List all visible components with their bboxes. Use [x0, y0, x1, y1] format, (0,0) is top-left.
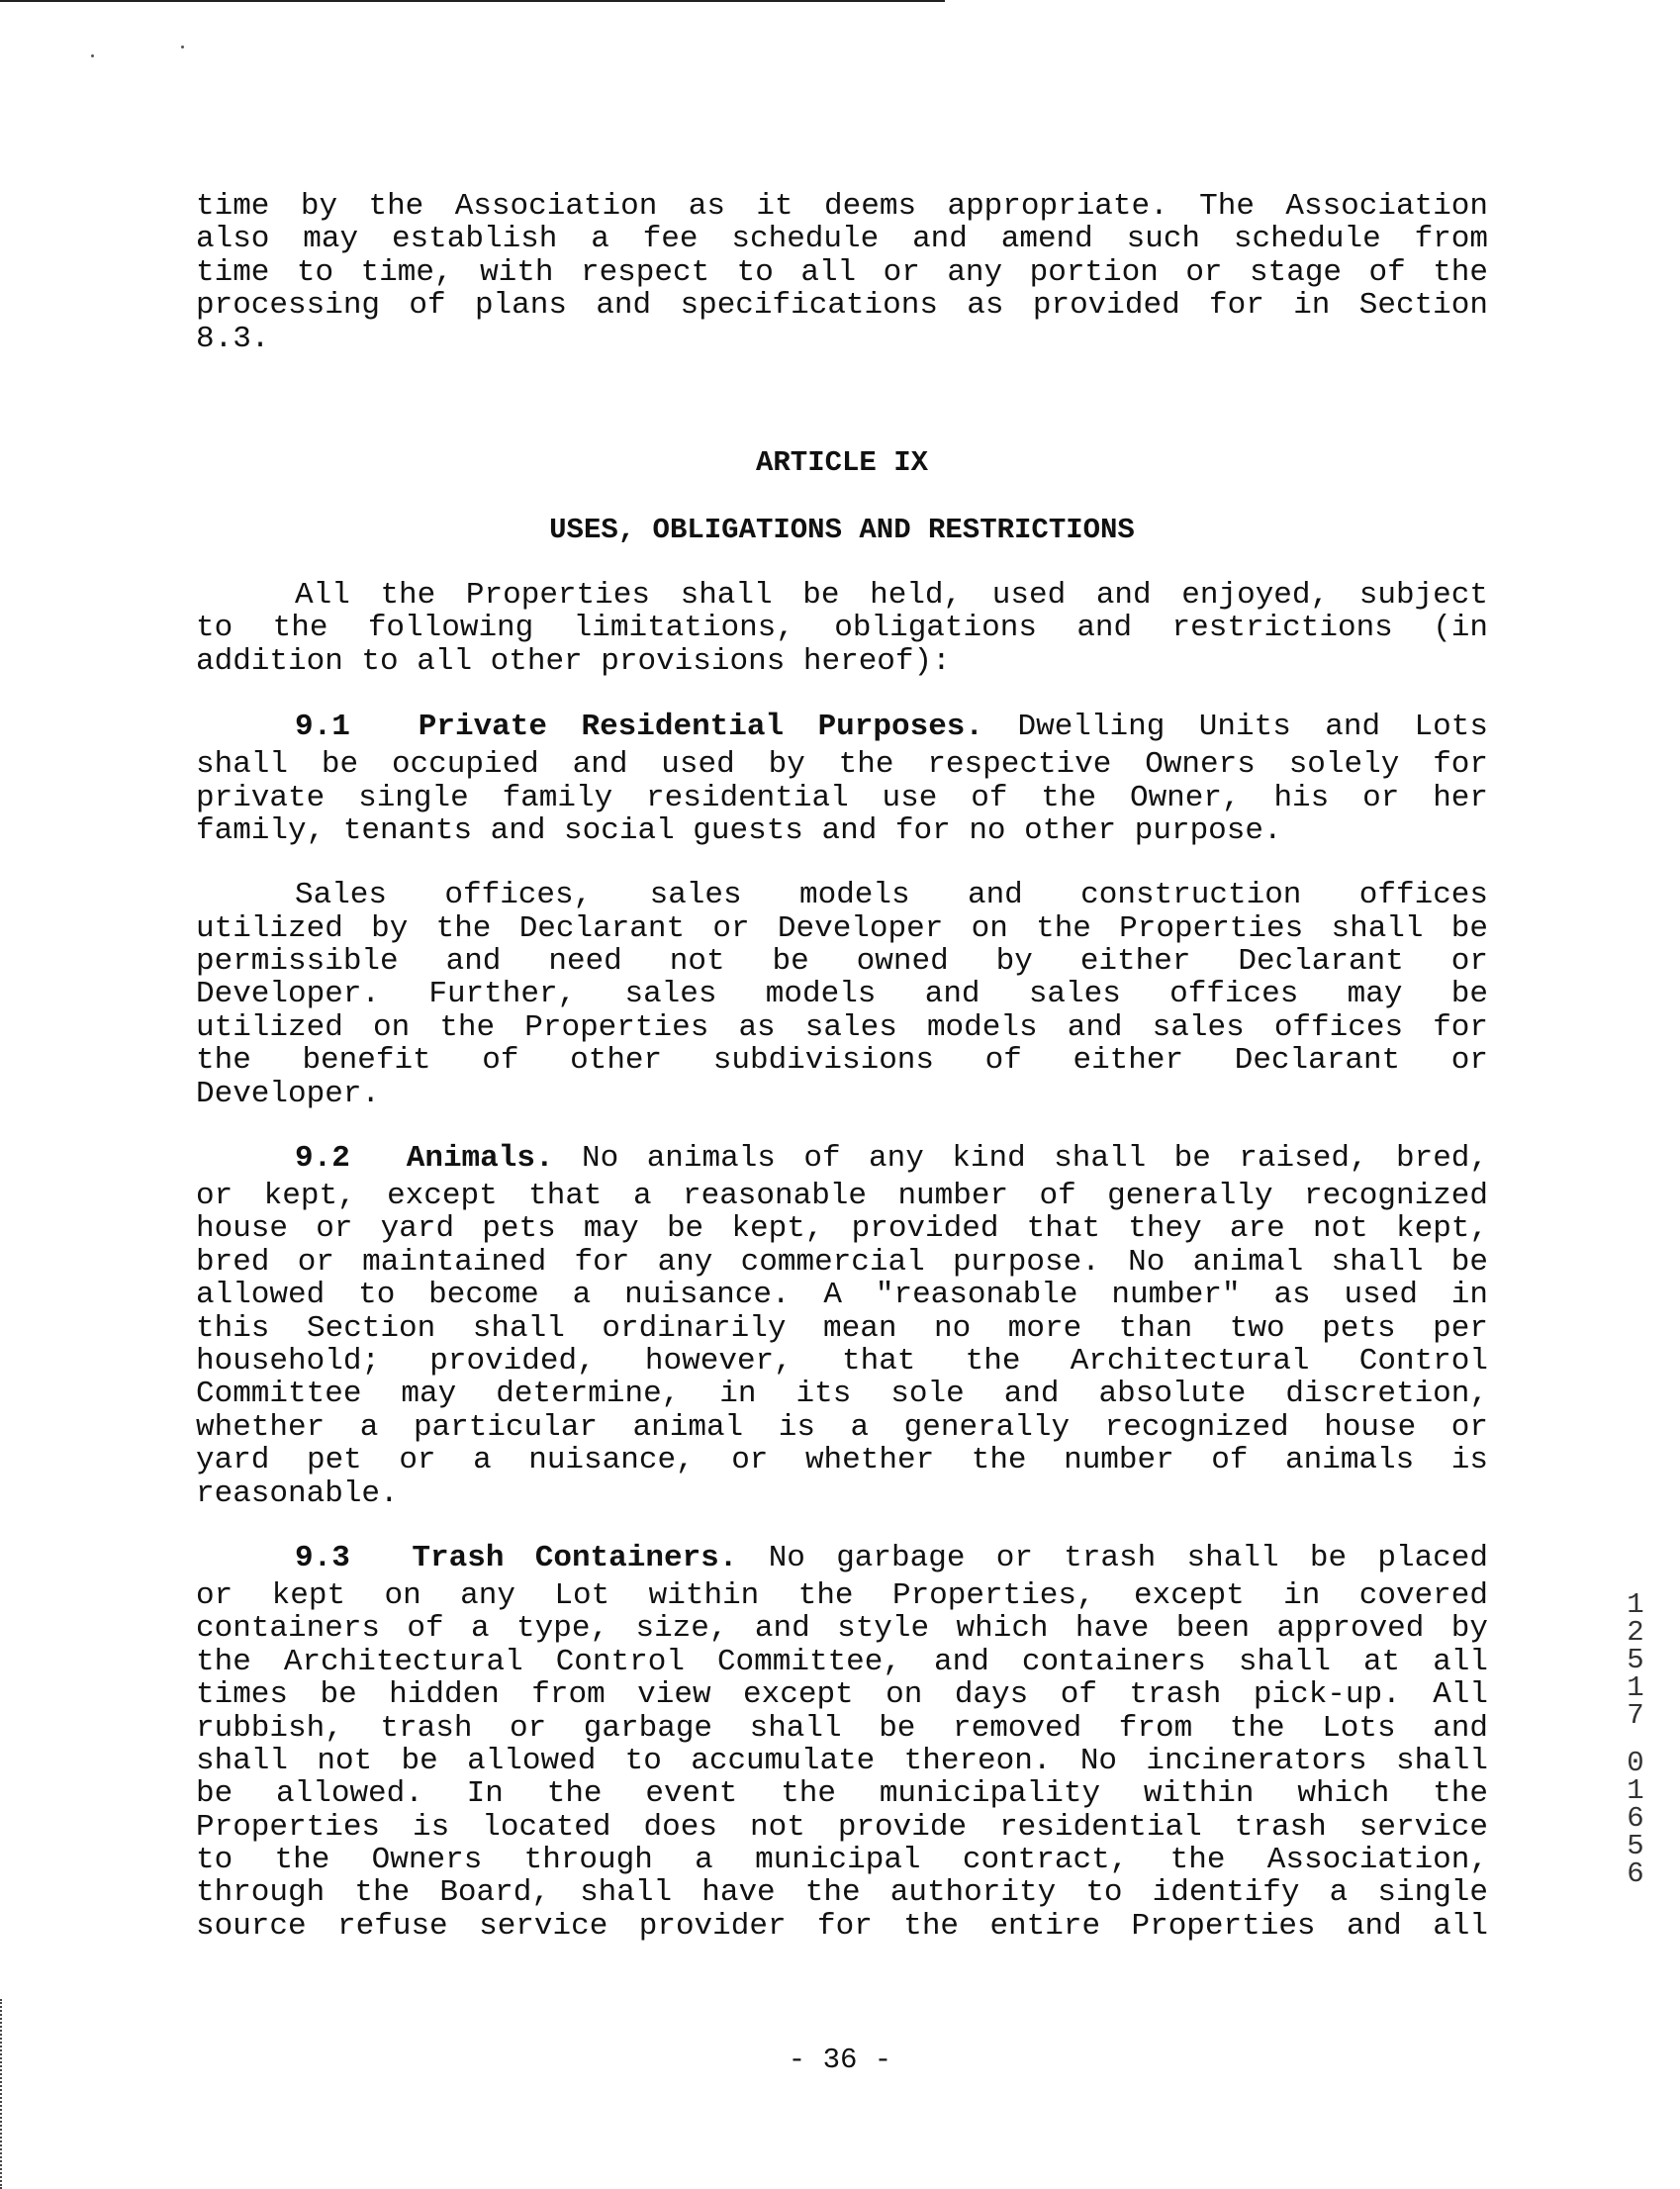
text-line: this Section shall ordinarily mean no more than two pets per [196, 1311, 1488, 1345]
text-line: to the following limitations, obligations and restrictions (in [196, 612, 1488, 645]
text-line: rubbish, trash or garbage shall be removed from the Lots and [196, 1711, 1488, 1745]
recording-stamp [1616, 1588, 1655, 1890]
text-line: time to time, with respect to all or any portion or stage of the [196, 255, 1488, 290]
text-line: source refuse service provider for the entire Properties and all [196, 1909, 1488, 1944]
text-line: household; provided, however, that the Architectural Control [196, 1344, 1488, 1379]
stamp-digit: 2 [1627, 1616, 1644, 1649]
section-9-1-sales-offices [196, 879, 1488, 1110]
page-number: - 36 - [788, 2044, 892, 2076]
text-line: Developer. Further, sales models and sales offices may be [196, 978, 1488, 1011]
stamp-digit: 1 [1627, 1671, 1644, 1704]
text-line: or kept on any Lot within the Properties, except in covered [196, 1578, 1488, 1613]
text-line: addition to all other provisions hereof): [196, 644, 951, 679]
text-line: family, tenants and social guests and for no other purpose. [196, 813, 1282, 848]
stamp-digit: 1 [1627, 1588, 1644, 1621]
text-span: Dwelling Units and Lots [1017, 711, 1488, 745]
text-line: processing of plans and specifications as provided for in Section [196, 289, 1488, 323]
text-span: No animals of any kind shall be raised, bred, [582, 1142, 1488, 1177]
section-9-3 [196, 1542, 1488, 1943]
text-line: All the Properties shall be held, used and enjoyed, subject [295, 578, 1488, 613]
stamp-digit: 0 [1627, 1747, 1644, 1779]
text-line: yard pet or a nuisance, or whether the number of animals is [196, 1444, 1488, 1477]
text-span: No garbage or trash shall be placed [768, 1541, 1488, 1575]
section-title: Trash Containers. [412, 1541, 738, 1575]
text-line: shall not be allowed to accumulate thereon. No incinerators shall [196, 1744, 1488, 1778]
intro-paragraph [196, 190, 1488, 355]
section-number: 9.2 [295, 1142, 350, 1177]
stamp-digit: 6 [1627, 1802, 1644, 1835]
stamp-digit: 5 [1627, 1830, 1644, 1862]
text-line: through the Board, shall have the authority to identify a single [196, 1876, 1488, 1910]
text-line: also may establish a fee schedule and amend such schedule from [196, 223, 1488, 256]
text-line: Committee may determine, in its sole and absolute discretion, [196, 1378, 1488, 1411]
text-line: permissible and need not be owned by either Declarant or [196, 945, 1488, 979]
top-border-rule [0, 0, 945, 2]
text-line: 8.3. [196, 322, 270, 355]
text-line: times be hidden from view except on days of trash pick-up. All [196, 1678, 1488, 1712]
section-9-2 [196, 1142, 1488, 1510]
text-line: shall be occupied and used by the respective Owners solely for [196, 748, 1488, 782]
text-line: utilized by the Declarant or Developer on the Properties shall be [196, 911, 1488, 946]
text-line: time by the Association as it deems appropriate. The Association [196, 190, 1488, 224]
stamp-digit: 7 [1627, 1699, 1644, 1732]
text-line: bred or maintained for any commercial purpose. No animal shall be [196, 1245, 1488, 1280]
text-line: house or yard pets may be kept, provided that they are not kept, [196, 1212, 1488, 1246]
scan-edge-mark [0, 1999, 2, 2189]
text-line: be allowed. In the event the municipality within which the [196, 1777, 1488, 1811]
text-line: the benefit of other subdivisions of either Declarant or [196, 1044, 1488, 1078]
section-heading-line [196, 711, 1488, 748]
text-line: whether a particular animal is a generally recognized house or [196, 1410, 1488, 1445]
text-line: allowed to become a nuisance. A "reasonable number" as used in [196, 1279, 1488, 1312]
stamp-digit: 1 [1627, 1774, 1644, 1807]
section-title: Animals. [406, 1142, 554, 1177]
section-title: Private Residential Purposes. [418, 711, 983, 745]
text-line: to the Owners through a municipal contract, the Association, [196, 1844, 1488, 1877]
section-number: 9.1 [295, 711, 350, 745]
text-line: Developer. [196, 1077, 381, 1111]
scan-speck [91, 54, 94, 57]
section-heading-line [196, 1542, 1488, 1579]
article-number: ARTICLE IX [755, 445, 929, 479]
document-page [196, 190, 1488, 1943]
scan-speck [181, 46, 184, 48]
stamp-digit: 6 [1627, 1857, 1644, 1890]
article-title: USES, OBLIGATIONS AND RESTRICTIONS [549, 513, 1135, 546]
text-line: private single family residential use of the Owner, his or her [196, 781, 1488, 814]
section-9-1 [196, 711, 1488, 847]
text-line: or kept, except that a reasonable number of generally recognized [196, 1180, 1488, 1213]
stamp-digit: 5 [1627, 1644, 1644, 1676]
text-line: Properties is located does not provide residential trash service [196, 1810, 1488, 1845]
preamble-paragraph [196, 579, 1488, 678]
text-line: the Architectural Control Committee, and containers shall at all [196, 1645, 1488, 1679]
section-number: 9.3 [295, 1541, 350, 1575]
text-line: Sales offices, sales models and construction offices [295, 879, 1488, 912]
text-line: reasonable. [196, 1476, 399, 1510]
text-line: containers of a type, size, and style which have been approved by [196, 1612, 1488, 1646]
section-heading-line [196, 1142, 1488, 1180]
text-line: utilized on the Properties as sales models and sales offices for [196, 1010, 1488, 1045]
